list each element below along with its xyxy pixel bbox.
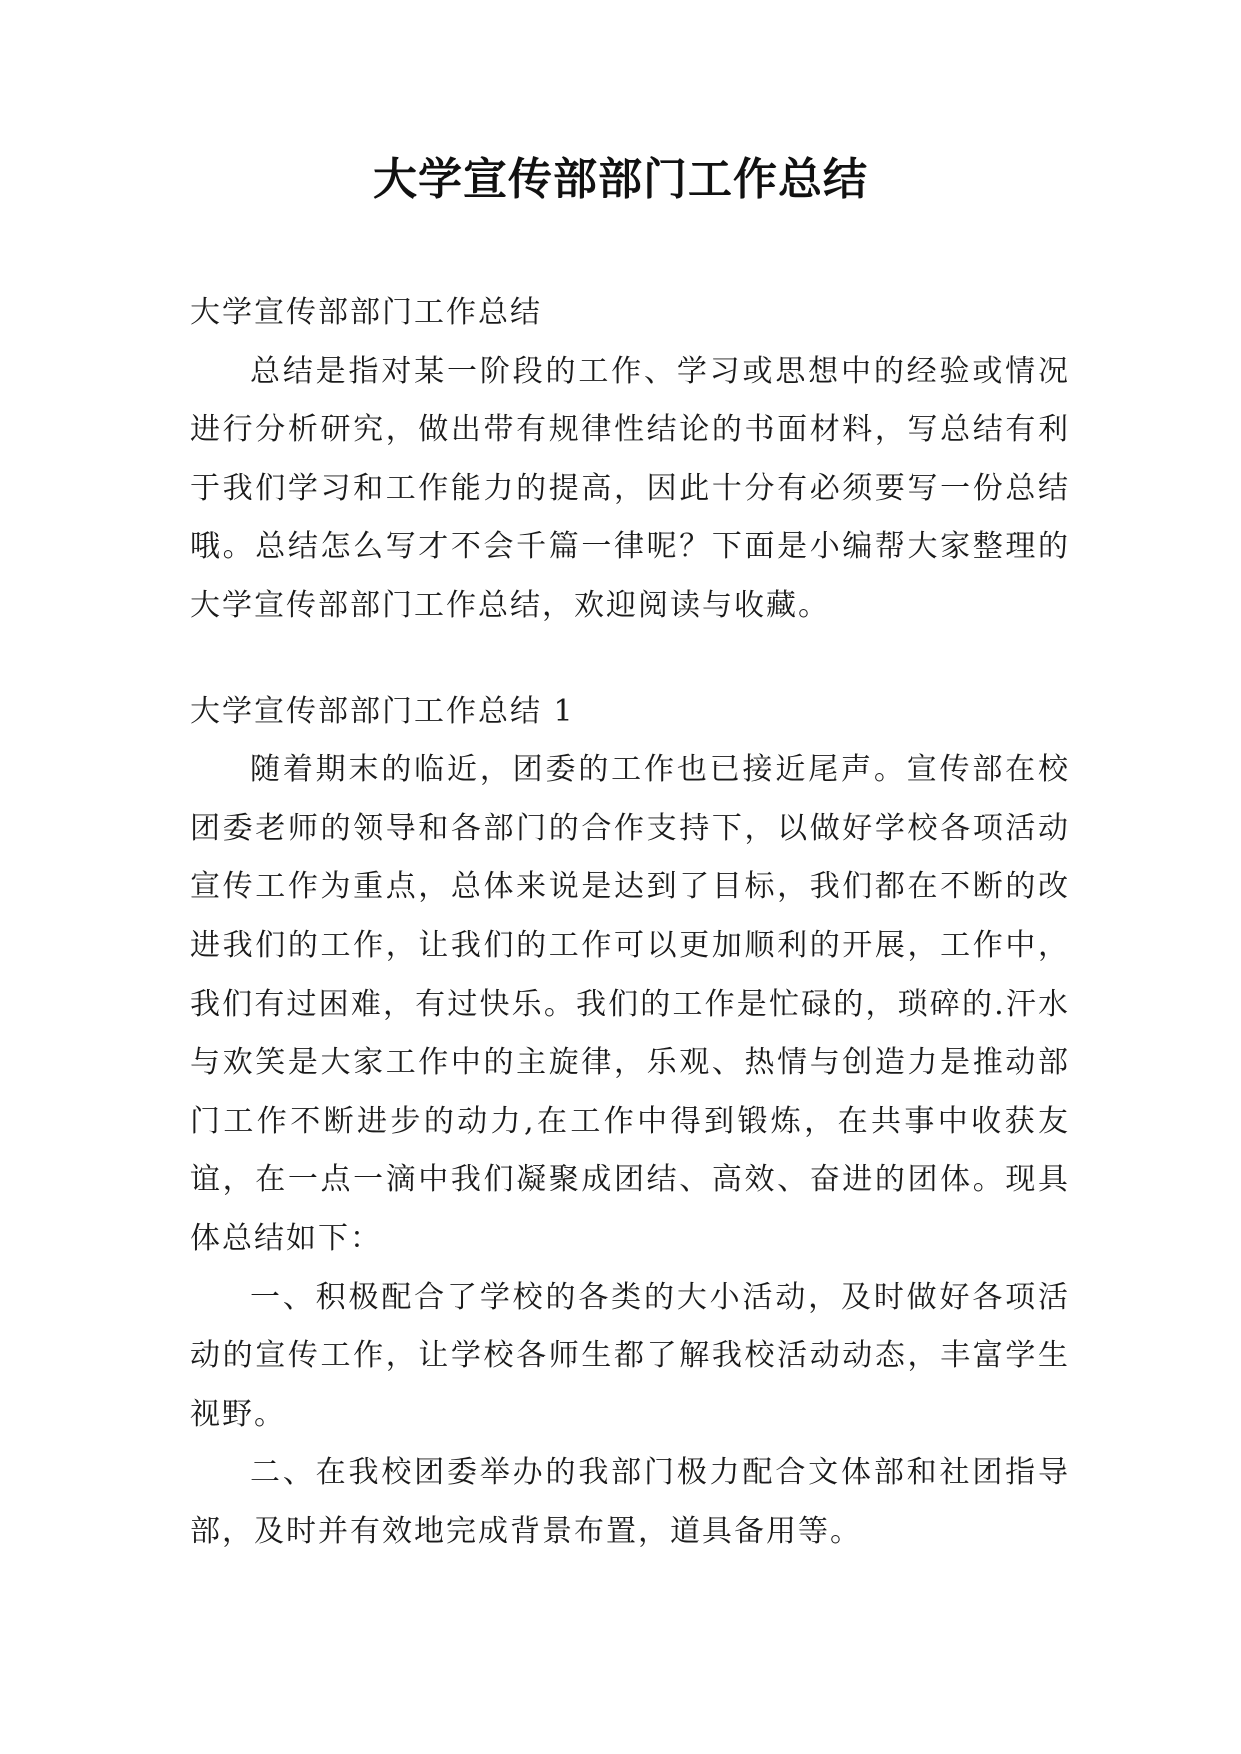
section-1-paragraph-1: 随着期末的临近，团委的工作也已接近尾声。宣传部在校团委老师的领导和各部门的合作支持下，以做好学校各项活动宣传工作为重点，总体来说是达到了目标，我们都在不断的改进我们的工作，让我们的工作可以更加顺利的开展，工作中，我们有过困难，有过快乐。我们的工作是忙碌的，琐碎的.汗水与欢笑是大家工作中的主旋律，乐观、热情与创造力是推动部门工作不断进步的动力,在工作中得到锻炼，在共事中收获友谊，在一点一滴中我们凝聚成团结、高效、奋进的团体。现具体总结如下：	[190, 752, 1070, 1256]
document-title: 大学宣传部部门工作总结	[373, 154, 868, 205]
section-1-paragraph-3: 二、在我校团委举办的我部门极力配合文体部和社团指导部，及时并有效地完成背景布置，道具备用等。	[190, 1455, 1070, 1549]
intro-paragraph: 总结是指对某一阶段的工作、学习或思想中的经验或情况进行分析研究，做出带有规律性结论的书面材料，写总结有利于我们学习和工作能力的提高，因此十分有必须要写一份总结哦。总结怎么写才不会千篇一律呢？下面是小编帮大家整理的大学宣传部部门工作总结，欢迎阅读与收藏。	[190, 353, 1070, 623]
subtitle-heading: 大学宣传部部门工作总结	[190, 295, 542, 330]
section-1-paragraph-2: 一、积极配合了学校的各类的大小活动，及时做好各项活动的宣传工作，让学校各师生都了解我校活动动态，丰富学生视野。	[190, 1279, 1070, 1432]
document-body	[190, 284, 1070, 1561]
section-spacer	[190, 636, 1070, 683]
section-1-heading: 大学宣传部部门工作总结 1	[190, 693, 575, 729]
